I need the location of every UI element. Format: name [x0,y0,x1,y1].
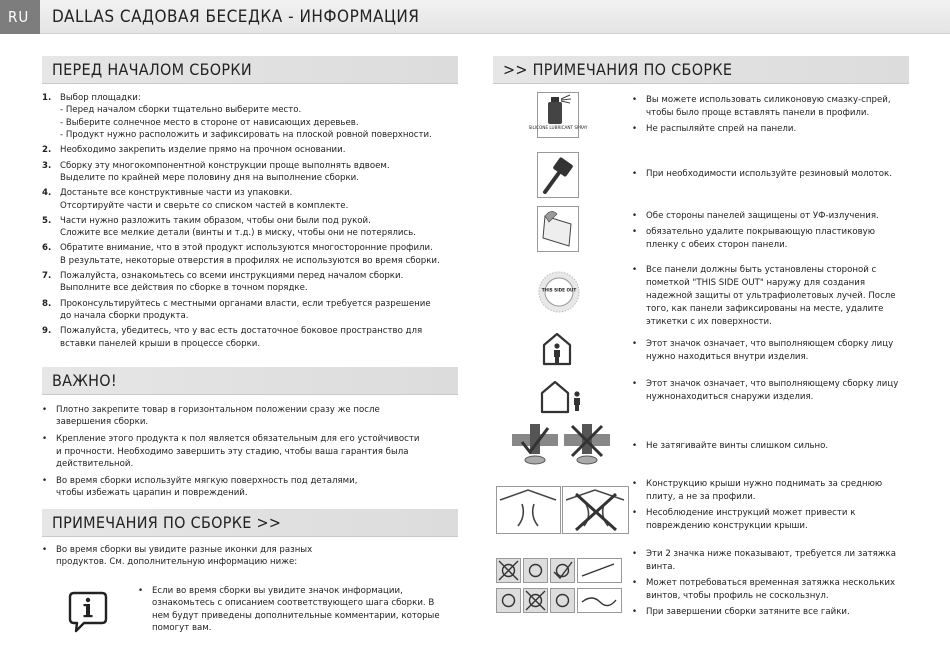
screw-overtighten-icon [512,420,612,468]
list-item: • При завершении сборки затяните все гайки. [632,607,850,617]
list-item: 7. Пожалуйста, ознакомьтесь со всеми инструкциями перед началом сборки. Выполните все действия по сборке в точном порядке. [42,271,404,294]
list-item: 8. Проконсультируйтесь с местными органами власти, если требуется разрешение до начала сборки продукта. [42,298,431,322]
list-item: • Этот значок означает, что выполняющем сборку лицу нужно находиться внутри изделия. [632,339,894,362]
section-header-assembly-notes [42,509,458,537]
note-row-outside [632,378,922,407]
list-item: • Конструкцию крыши нужно поднимать за среднюю плиту, а не за профили. [632,479,883,502]
section-header-important [42,367,458,395]
list-item: 4. Достаньте все конструктивные части из упаковки. Отсортируйте части и сверьте со списком частей в комплекте. [42,188,349,211]
list-item: 2. Необходимо закрепить изделие прямо на прочном основании. [42,145,346,156]
list-item: 6. Обратите внимание, что в этой продукт используются многосторонние профили. В результате, некоторые отверстия в профилях не используются во время сборки. [42,243,440,266]
note-row-roof [632,478,902,536]
this-side-out-badge-icon [537,270,581,314]
person-inside-house-icon [541,330,577,366]
top-bar [0,0,950,34]
list-item: • Может потребоваться временная затяжка нескольких винтов, чтобы профиль не соскользнул. [632,578,896,601]
list-item: • Этот значок означает, что выполняющему сборку лицу нужнонаходиться снаружи изделия. [632,379,899,402]
protective-film-icon [537,206,579,252]
list-item: • Если во время сборки вы увидите значок информации, ознакомьтесь с описанием соответствующего шага сборки. В нем будут приведены дополнительные комментарии, которые помогут вам. [138,586,440,634]
before-assembly-list [42,92,462,353]
list-item: • Обе стороны панелей защищены от УФ-излучения. [632,211,879,221]
assembly-notes-list [42,544,462,573]
important-list [42,404,462,504]
list-item: • Плотно закрепите товар в горизонтальном положении сразу же после завершения сборки. [42,405,380,428]
note-row-uv-film [632,210,902,255]
list-item: • Эти 2 значка ниже показывают, требуется ли затяжка винта. [632,549,897,572]
note-row-this-side-out [632,264,912,332]
this-side-out-label: THIS SIDE OUT [541,287,577,293]
list-item: • Не распыляйте спрей на панели. [632,124,797,134]
info-note [138,585,458,639]
note-row-tightening [632,548,902,622]
section-header-before-assembly [42,56,458,84]
list-item: • Во время сборки вы увидите разные иконки для разных продуктов. См. дополнительную информацию ниже: [42,545,313,568]
list-item: • Крепление этого продукта к пол является обязательным для его устойчивости и прочности. Необходимо завершить эту стадию, чтобы ваша гарантия была действительной. [42,434,420,470]
list-item: • Не затягивайте винты слишком сильно. [632,441,829,451]
list-item: 5. Части нужно разложить таким образом, чтобы они были под рукой. Сложите все мелкие детали (винты и т.д.) в миску, чтобы они не потерялись. [42,215,416,239]
list-item: 9. Пожалуйста, убедитесь, что у вас есть достаточное боковое пространство для вставки панелей крыши в процессе сборки. [42,326,423,349]
note-row-spray [632,94,902,139]
list-item: • Вы можете использовать силиконовую смазку-спрей, чтобы было проще вставлять панели в профили. [632,95,891,118]
language-badge: RU [0,0,40,34]
note-row-inside [632,338,922,367]
document-title: DALLAS САДОВАЯ БЕСЕДКА - ИНФОРМАЦИЯ [52,7,420,27]
list-item: • При необходимости используйте резиновый молоток. [632,169,892,179]
list-item: • обязательно удалите покрывающую пластиковую пленку с обеих сторон панели. [632,227,875,250]
silicone-spray-icon [528,92,588,138]
section-title: ПРИМЕЧАНИЯ ПО СБОРКЕ >> [52,513,282,532]
list-item: • Во время сборки используйте мягкую поверхность под деталями, чтобы избежать царапин и повреждений. [42,476,358,499]
screw-tightening-icons [496,558,624,614]
list-item: 1. Выбор площадки: - Перед началом сборки тщательно выберите место. - Выберите солнечное место в стороне от нависающих деревьев. - Продукт нужно расположить и зафиксировать на плоской ровной поверхности. [42,93,432,141]
list-item: • Несоблюдение инструкций может привести к повреждению конструкции крыши. [632,508,856,531]
info-speech-bubble-icon [68,590,108,634]
spray-icon-label: SILICONE LUBRICANT SPRAY [528,125,588,130]
rubber-mallet-icon [537,152,579,198]
note-row-screws [632,440,902,456]
list-item: • Все панели должны быть установлены стороной с пометкой "THIS SIDE OUT" наружу для создания надежной защиты от ультрафиолетовых лучей. После того, как панели зафиксированы на месте, удалите этикетки с их поверхности. [632,265,896,327]
list-item: 3. Сборку эту многокомпонентной конструкции проще выполнять вдвоем. Выделите по крайней мере половину дня на выполнение сборки. [42,160,390,184]
note-row-mallet [632,168,902,184]
section-header-assembly-notes-right [493,56,909,84]
section-title: >> ПРИМЕЧАНИЯ ПО СБОРКЕ [503,60,733,79]
section-title: ПЕРЕД НАЧАЛОМ СБОРКИ [52,60,252,79]
section-title: ВАЖНО! [52,371,117,390]
person-outside-house-icon [539,378,589,414]
roof-lifting-icon [496,486,632,534]
